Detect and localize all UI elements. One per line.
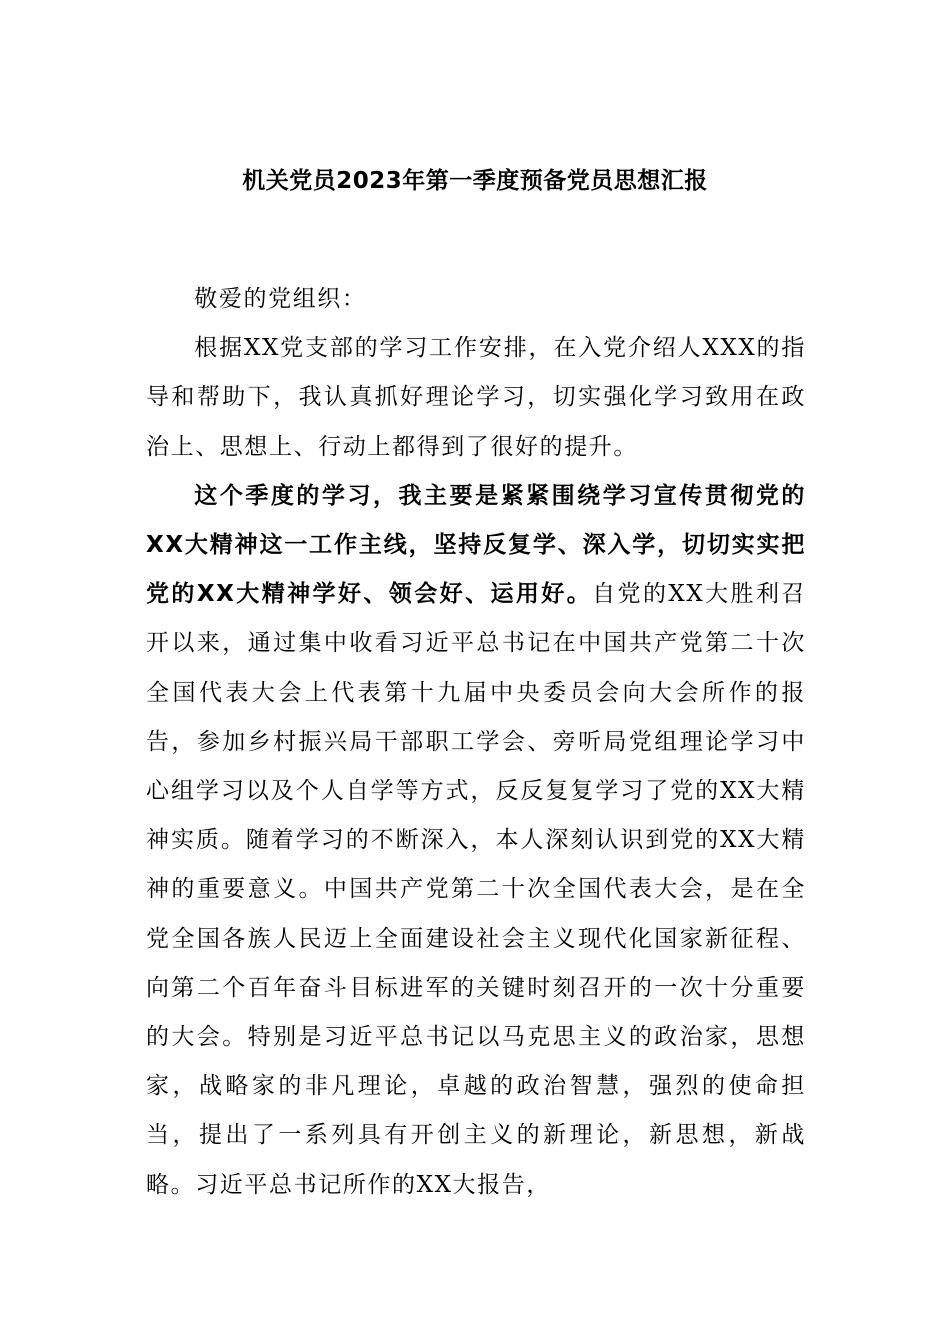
paragraph-2-text: 自党的XX大胜利召开以来，通过集中收看习近平总书记在中国共产党第二十次全国代表大会上代表第十九届中央委员会向大会所作的报告，参加乡村振兴局干部职工学会、旁听局党组理论学习中心组学习以及个人自学等方式，反反复复学习了党的XX大精神实质。随着学习的不断深入，本人深刻认识到党的XX大精神的重要意义。中国共产党第二十次全国代表大会，是在全党全国各族人民迈上全面建设社会主义现代化国家新征程、向第二个百年奋斗目标进军的关键时刻召开的一次十分重要的大会。特别是习近平总书记以马克思主义的政治家，思想家，战略家的非凡理论，卓越的政治智慧，强烈的使命担当，提出了一系列具有开创主义的新理论，新思想，新战略。习近平总书记所作的XX大报告， [146,581,806,1198]
paragraph-1: 根据XX党支部的学习工作安排，在入党介绍人XXX的指导和帮助下，我认真抓好理论学习，切实强化学习致用在政治上、思想上、行动上都得到了很好的提升。 [146,335,806,460]
document-body [146,275,806,1210]
document-title: 机关党员2023年第一季度预备党员思想汇报 [242,168,708,194]
paragraph-2-bold-lead: 这个季度的学习，我主要是紧紧围绕学习宣传贯彻党的XX大精神这一工作主线，坚持反复学、深入学，切切实实把党的XX大精神学好、领会好、运用好。 [146,482,806,608]
salutation: 敬爱的党组织： [194,286,367,312]
paragraph-2 [146,472,806,1210]
